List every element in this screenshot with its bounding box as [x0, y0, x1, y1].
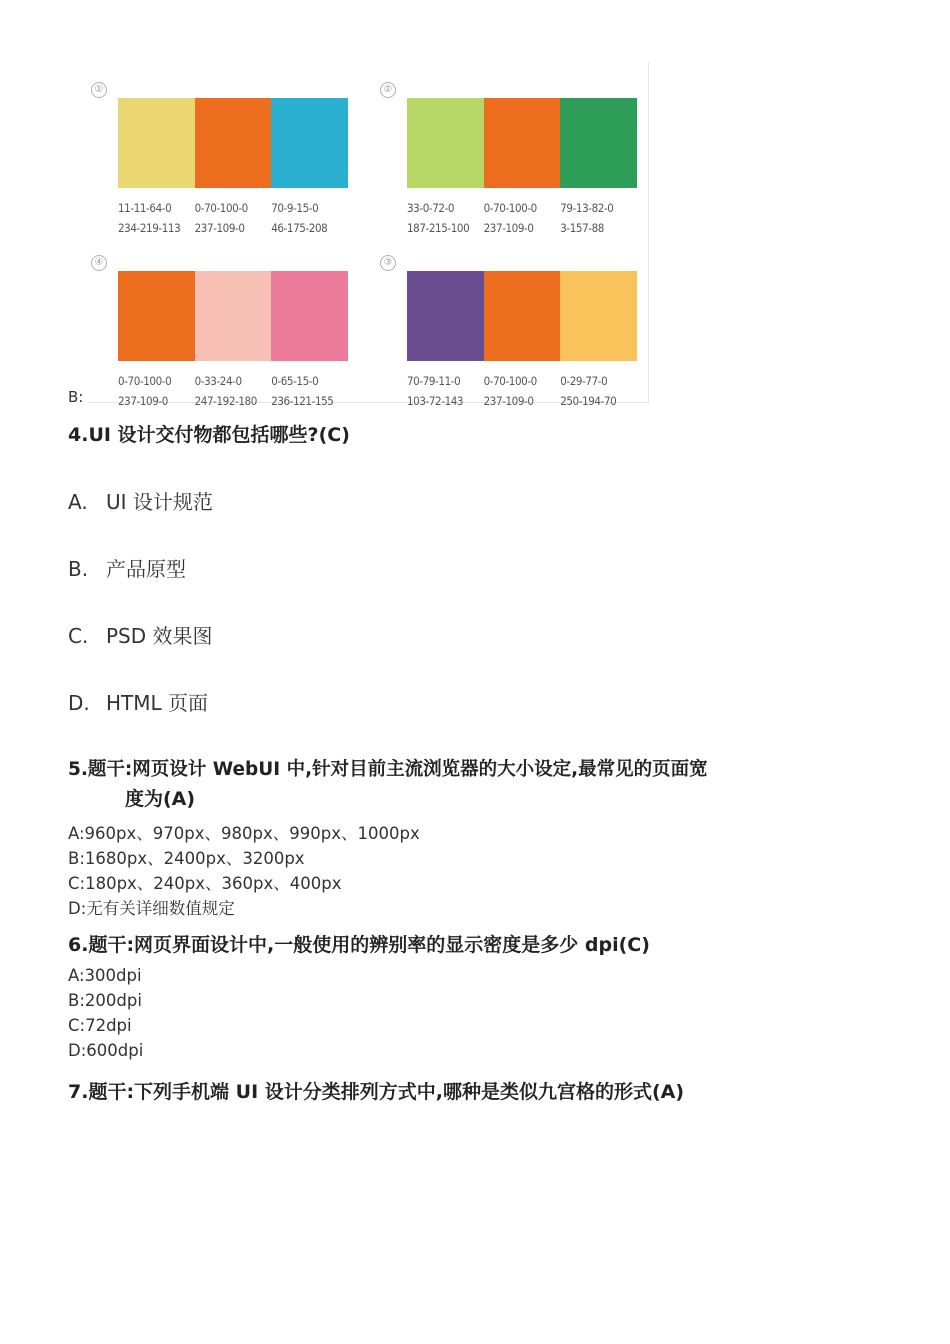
question-4-option-b: [68, 553, 186, 582]
color-swatch: [560, 98, 637, 188]
question-4-option-a: [68, 486, 213, 515]
color-swatch: [118, 98, 195, 188]
color-swatch: [118, 271, 195, 361]
cmyk-code: 0-65-15-0: [271, 374, 319, 388]
swatch-row: [118, 271, 348, 361]
cmyk-code: 79-13-82-0: [560, 201, 614, 215]
option-text: UI 设计规范: [106, 490, 213, 514]
question-4-title: 4.UI 设计交付物都包括哪些?(C): [68, 424, 350, 446]
option-letter: A.: [68, 490, 88, 514]
question-4-option-c: [68, 620, 213, 649]
question-6-title: 6.题干:网页界面设计中,一般使用的辨别率的显示密度是多少 dpi(C): [68, 934, 650, 956]
question-5-title-line2: 度为(A): [125, 788, 196, 810]
question-6-option-d: D:600dpi: [68, 1041, 144, 1060]
question-5-option-b: B:1680px、2400px、3200px: [68, 849, 305, 868]
option-letter: C.: [68, 624, 89, 648]
rgb-code: 237-109-0: [194, 221, 245, 235]
color-codes: [407, 198, 647, 238]
color-swatch: [271, 98, 348, 188]
question-6-option-b: B:200dpi: [68, 991, 142, 1010]
rgb-code: 234-219-113: [118, 221, 181, 235]
option-label-b: B:: [68, 388, 84, 406]
color-swatch: [195, 271, 272, 361]
color-codes: [118, 198, 358, 238]
panel-number: ③: [380, 255, 396, 271]
color-swatch: [271, 271, 348, 361]
question-5-title-line1: 5.题干:网页设计 WebUI 中,针对目前主流浏览器的大小设定,最常见的页面宽: [68, 759, 708, 780]
option-text: 产品原型: [106, 557, 186, 581]
rgb-code: 103-72-143: [407, 394, 464, 408]
rgb-code: 187-215-100: [407, 221, 470, 235]
rgb-code: 250-194-70: [560, 394, 617, 408]
color-swatch: [484, 98, 561, 188]
question-5-option-d: D:无有关详细数值规定: [68, 899, 235, 918]
cmyk-code: 11-11-64-0: [118, 201, 172, 215]
cmyk-code: 0-29-77-0: [560, 374, 608, 388]
rgb-code: 237-109-0: [483, 394, 534, 408]
swatch-row: [407, 98, 637, 188]
rgb-code: 247-192-180: [194, 394, 257, 408]
color-swatch: [484, 271, 561, 361]
swatch-row: [118, 98, 348, 188]
rgb-code: 237-109-0: [118, 394, 168, 408]
question-5-option-c: C:180px、240px、360px、400px: [68, 874, 342, 893]
cmyk-code: 0-70-100-0: [118, 374, 172, 388]
option-letter: D.: [68, 691, 90, 715]
cmyk-code: 0-70-100-0: [194, 201, 248, 215]
panel-number: ①: [91, 82, 107, 98]
color-swatch: [407, 98, 484, 188]
cmyk-code: 70-79-11-0: [407, 374, 461, 388]
option-text: HTML 页面: [106, 691, 209, 715]
color-swatch: [195, 98, 272, 188]
swatch-row: [407, 271, 637, 361]
rgb-code: 46-175-208: [271, 221, 328, 235]
cmyk-code: 0-70-100-0: [483, 374, 537, 388]
cmyk-code: 33-0-72-0: [407, 201, 455, 215]
color-swatch: [407, 271, 484, 361]
question-7-title: 7.题干:下列手机端 UI 设计分类排列方式中,哪种是类似九宫格的形式(A): [68, 1081, 685, 1103]
rgb-code: 3-157-88: [560, 221, 604, 235]
color-codes: [407, 371, 647, 411]
option-letter: B.: [68, 557, 89, 581]
rgb-code: 236-121-155: [271, 394, 334, 408]
cmyk-code: 70-9-15-0: [271, 201, 319, 215]
cmyk-code: 0-33-24-0: [194, 374, 242, 388]
rgb-code: 237-109-0: [483, 221, 534, 235]
option-text: PSD 效果图: [106, 624, 213, 648]
panel-number: ②: [380, 82, 396, 98]
cmyk-code: 0-70-100-0: [483, 201, 537, 215]
question-6-option-c: C:72dpi: [68, 1016, 132, 1035]
color-codes: [118, 371, 358, 411]
question-4-option-d: [68, 687, 208, 716]
panel-number: ④: [91, 255, 107, 271]
color-swatch: [560, 271, 637, 361]
color-scheme-figure: [88, 62, 649, 408]
question-6-option-a: A:300dpi: [68, 966, 142, 985]
question-5-option-a: A:960px、970px、980px、990px、1000px: [68, 824, 420, 843]
